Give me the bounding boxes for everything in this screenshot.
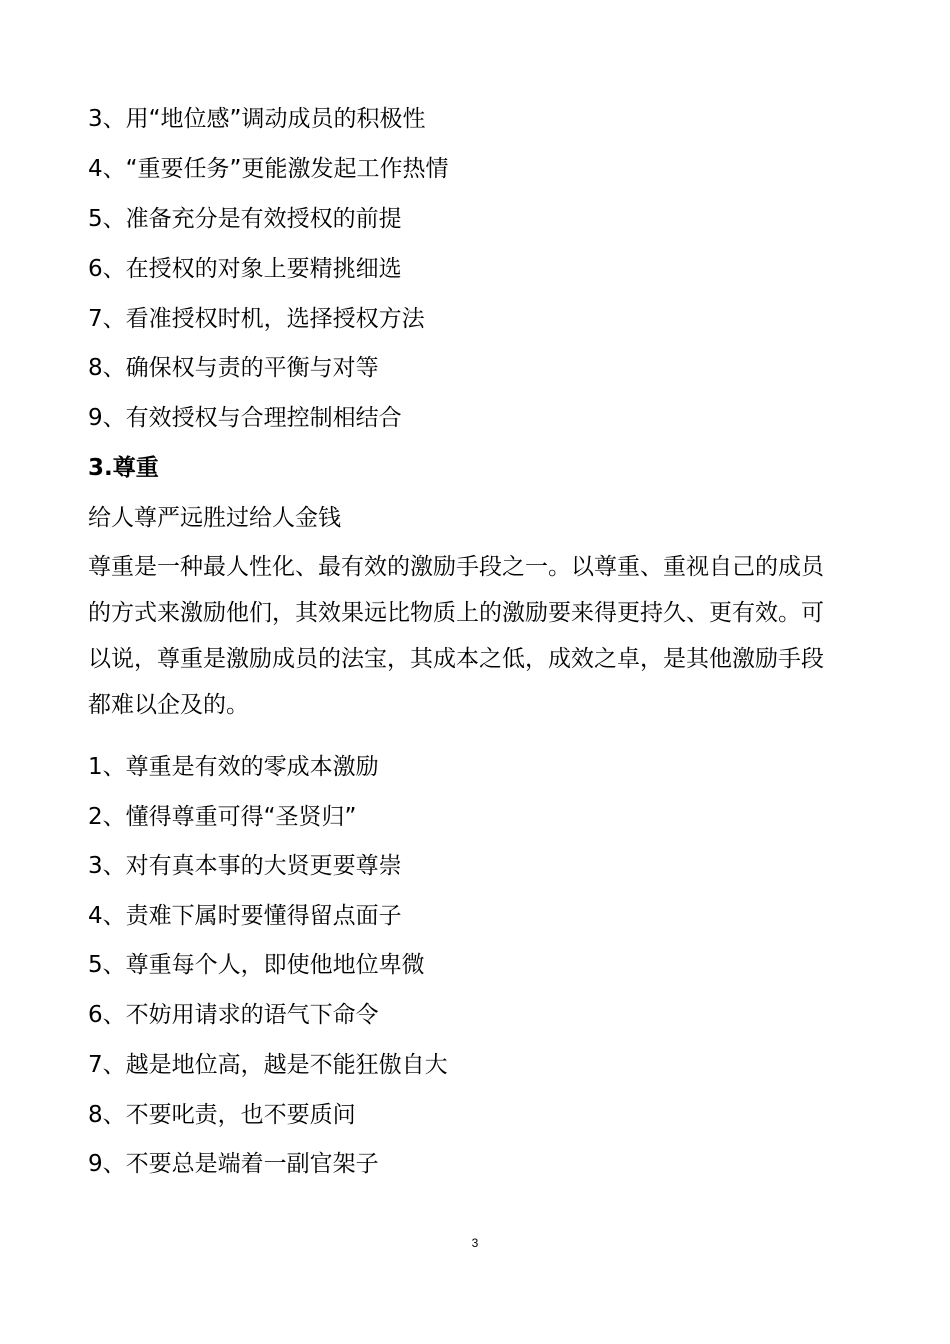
- paragraph-line: 以说，尊重是激励成员的法宝，其成本之低，成效之卓，是其他激励手段: [88, 646, 824, 672]
- list-item: 4、“重要任务”更能激发起工作热情: [88, 156, 449, 182]
- paragraph-line: 都难以企及的。: [88, 692, 249, 718]
- list-item: 4、责难下属时要懂得留点面子: [88, 903, 402, 929]
- body-paragraph: [88, 544, 868, 728]
- list-item: 3、用“地位感”调动成员的积极性: [88, 106, 426, 132]
- paragraph-line: 尊重是一种最人性化、最有效的激励手段之一。以尊重、重视自己的成员: [88, 554, 824, 580]
- page-number: 3: [471, 1236, 479, 1250]
- list-item: 9、不要总是端着一副官架子: [88, 1151, 379, 1177]
- list-item: 8、不要叱责，也不要质问: [88, 1102, 356, 1128]
- list-item: 8、确保权与责的平衡与对等: [88, 355, 379, 381]
- list-item: 3、对有真本事的大贤更要尊崇: [88, 853, 402, 879]
- list-item: 7、看准授权时机，选择授权方法: [88, 306, 425, 332]
- list-item: 6、在授权的对象上要精挑细选: [88, 256, 402, 282]
- list-item: 5、尊重每个人，即使他地位卑微: [88, 952, 425, 978]
- section-subtitle: 给人尊严远胜过给人金钱: [88, 505, 341, 531]
- list-item: 5、准备充分是有效授权的前提: [88, 206, 402, 232]
- list-item: 9、有效授权与合理控制相结合: [88, 405, 402, 431]
- list-item: 1、尊重是有效的零成本激励: [88, 754, 379, 780]
- list-item: 7、越是地位高，越是不能狂傲自大: [88, 1052, 448, 1078]
- section-heading: 3.尊重: [88, 455, 159, 481]
- paragraph-line: 的方式来激励他们，其效果远比物质上的激励要来得更持久、更有效。可: [88, 600, 824, 626]
- list-item: 6、不妨用请求的语气下命令: [88, 1002, 379, 1028]
- list-item: 2、懂得尊重可得“圣贤归”: [88, 804, 357, 830]
